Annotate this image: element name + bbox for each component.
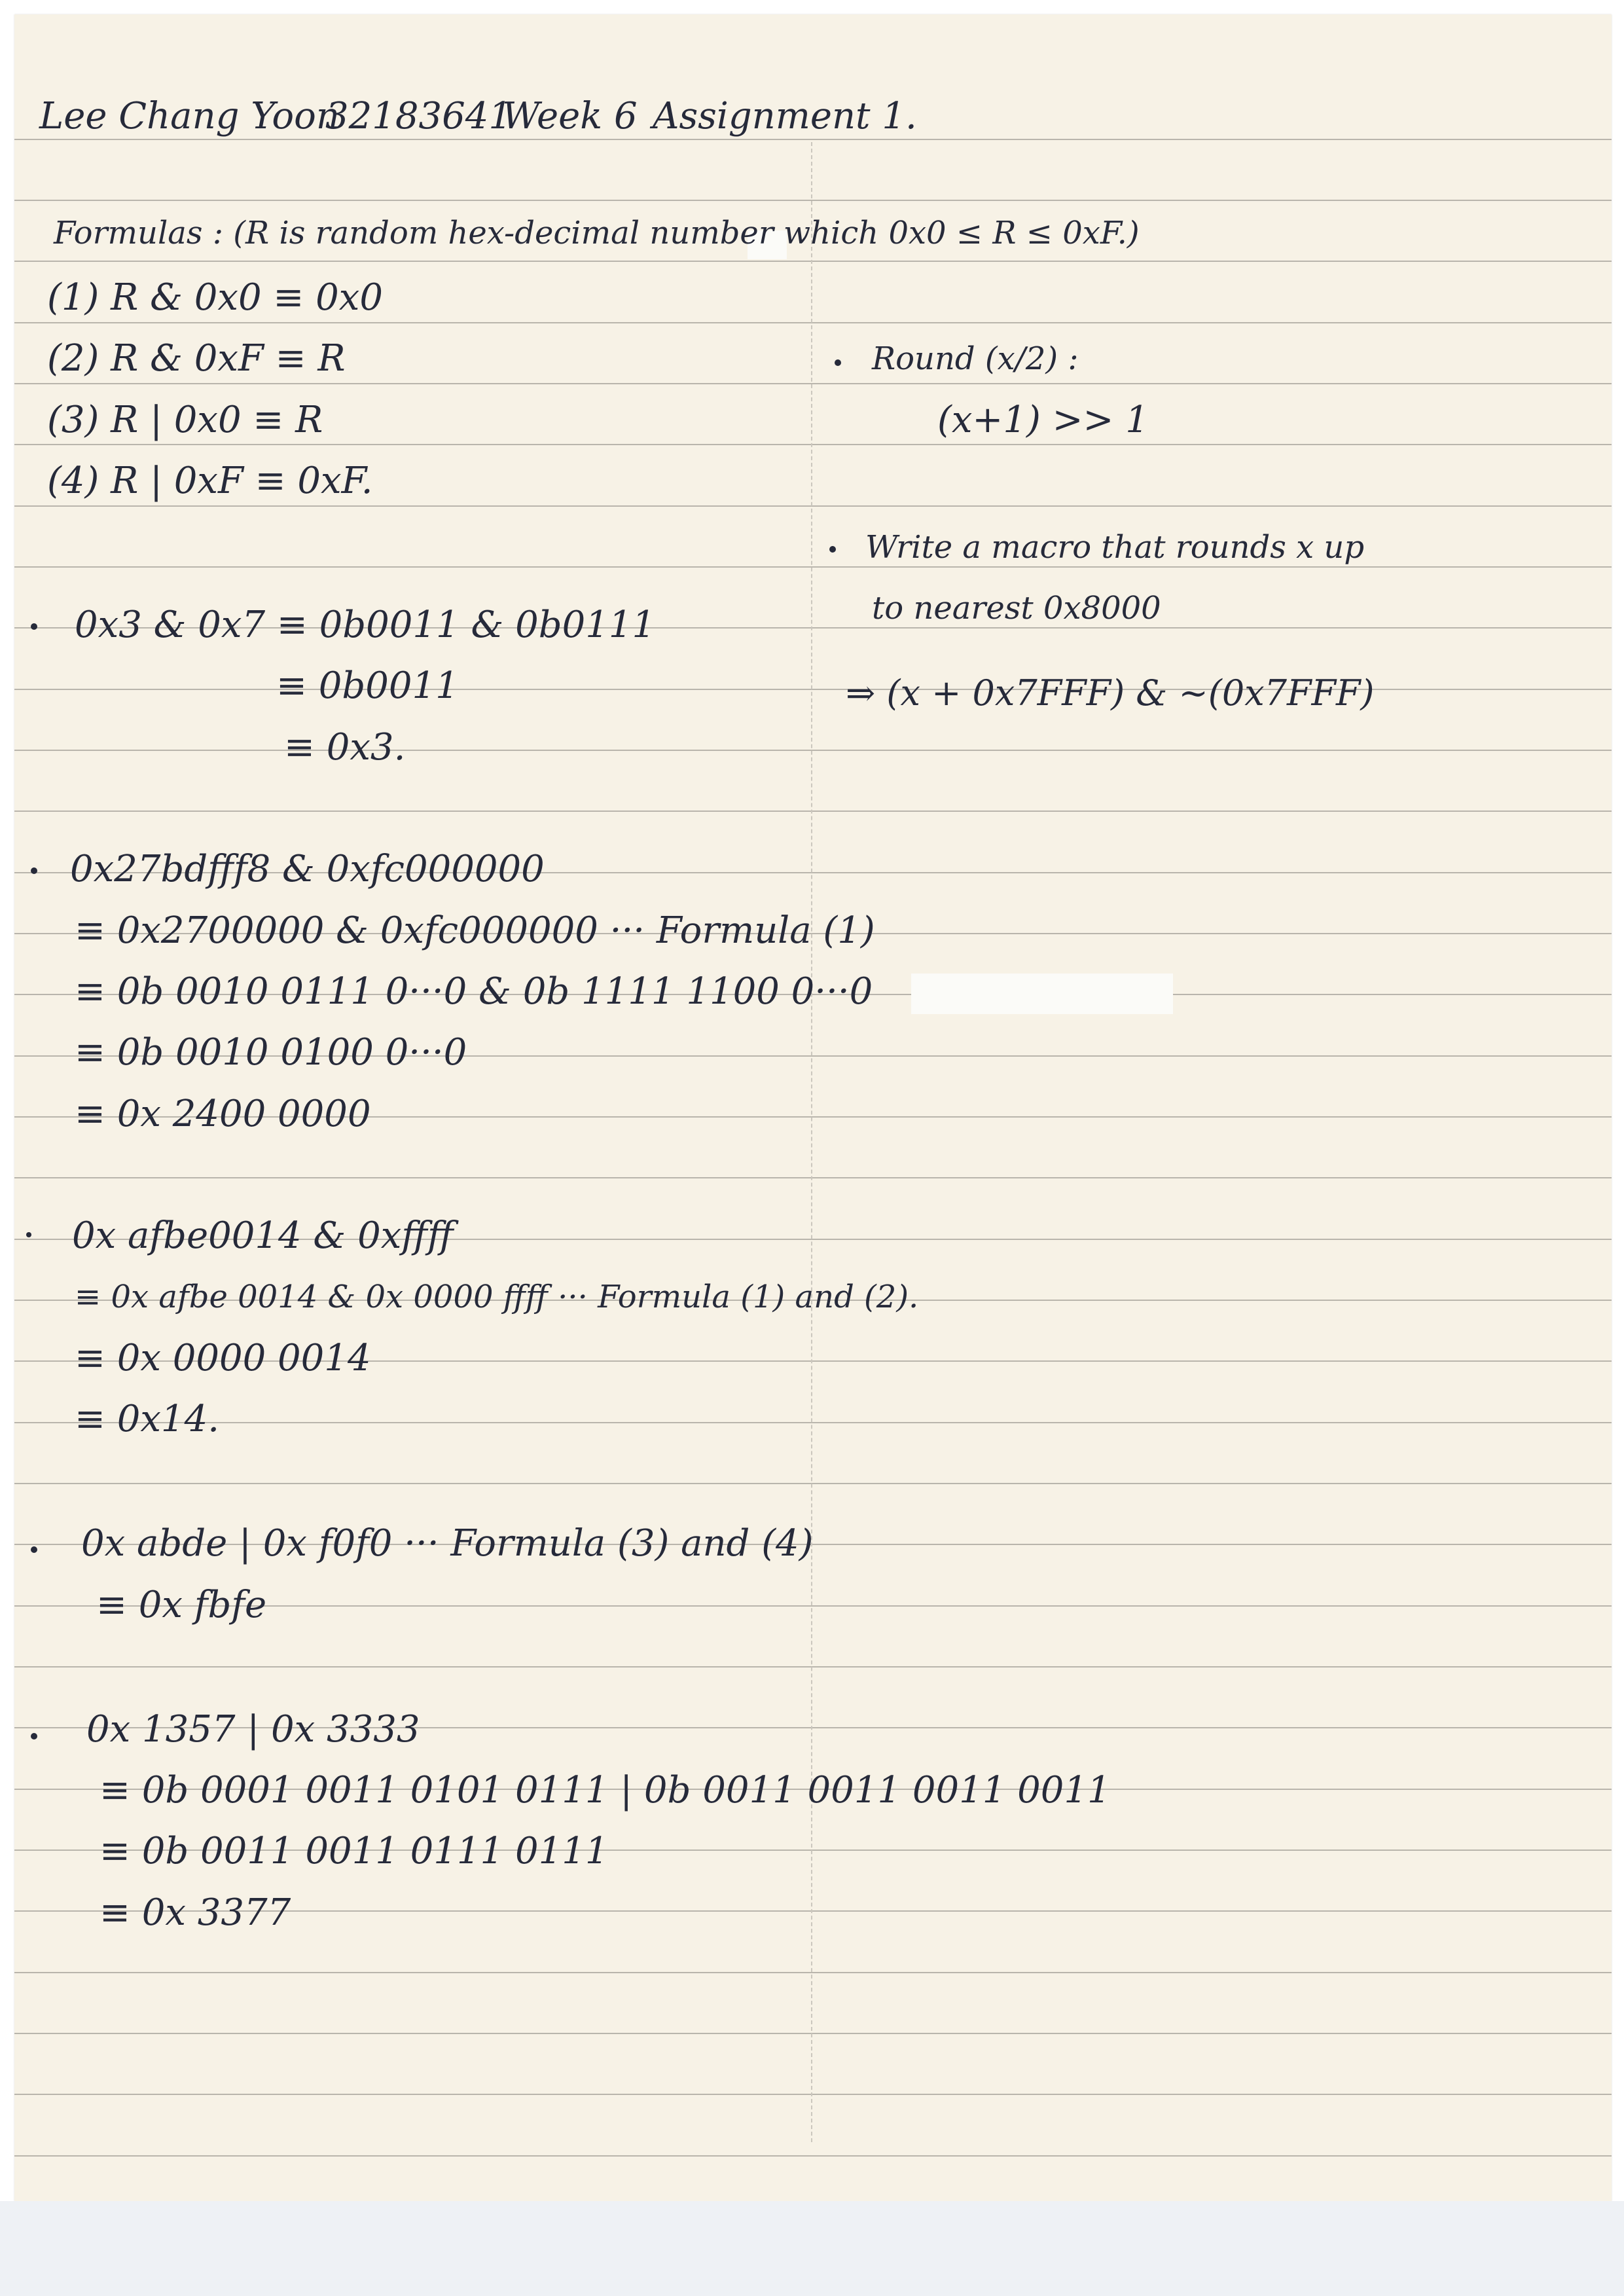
round-title: Round (x/2) : <box>872 340 1079 377</box>
formula-1: (1) R & 0x0 ≡ 0x0 <box>47 276 383 319</box>
ruled-line <box>14 750 1612 751</box>
ruled-line <box>14 811 1612 812</box>
bullet-point <box>31 1733 37 1740</box>
round-expression: (x+1) >> 1 <box>937 399 1149 441</box>
macro-line-2: to nearest 0x8000 <box>872 590 1161 627</box>
problem-3-question: 0x afbe0014 & 0xffff <box>72 1214 454 1257</box>
ruled-line <box>14 2033 1612 2034</box>
problem-1-step: ≡ 0x3. <box>284 726 406 769</box>
student-name: Lee Chang Yoon <box>39 95 340 137</box>
problem-1-question: 0x3 & 0x7 ≡ 0b0011 & 0b0111 <box>75 604 656 646</box>
problem-3-step: ≡ 0x 0000 0014 <box>75 1337 371 1379</box>
macro-answer: ⇒ (x + 0x7FFF) & ~(0x7FFF) <box>846 672 1375 714</box>
ruled-line <box>14 1422 1612 1423</box>
ruled-line <box>14 1666 1612 1667</box>
macro-line-1: Write a macro that rounds x up <box>865 529 1365 566</box>
ruled-line <box>14 2094 1612 2095</box>
ruled-line <box>14 1972 1612 1973</box>
formulas-intro: Formulas : (R is random hex-decimal number which 0x0 ≤ R ≤ 0xF.) <box>54 215 1140 251</box>
problem-5-step: ≡ 0b 0001 0011 0101 0111 | 0b 0011 0011 0011 0011 <box>99 1769 1111 1812</box>
student-id: 32183641 <box>325 95 513 137</box>
notebook-page <box>14 14 1612 2201</box>
ruled-line <box>14 444 1612 445</box>
problem-4-question: 0x abde | 0x f0f0 ··· Formula (3) and (4) <box>81 1522 814 1565</box>
ruled-line <box>14 2155 1612 2157</box>
ruled-line <box>14 322 1612 323</box>
formula-4: (4) R | 0xF ≡ 0xF. <box>47 460 373 502</box>
bullet-point <box>31 623 37 630</box>
ruled-line <box>14 383 1612 384</box>
bullet-point <box>829 546 836 553</box>
problem-5-question: 0x 1357 | 0x 3333 <box>86 1708 420 1751</box>
scan-background <box>0 2201 1624 2296</box>
problem-2-step: ≡ 0b 0010 0100 0···0 <box>75 1031 467 1074</box>
ruled-line <box>14 1483 1612 1484</box>
problem-2-step: ≡ 0x2700000 & 0xfc000000 ··· Formula (1) <box>75 909 875 952</box>
assignment-label: Assignment 1. <box>653 95 917 137</box>
bullet-point <box>26 1232 31 1237</box>
center-divider <box>811 142 812 2142</box>
problem-2-step: ≡ 0x 2400 0000 <box>75 1093 371 1135</box>
problem-3-step: ≡ 0x14. <box>75 1398 219 1440</box>
ruled-line <box>14 139 1612 140</box>
problem-2-question: 0x27bdfff8 & 0xfc000000 <box>70 848 545 890</box>
formula-2: (2) R & 0xF ≡ R <box>47 337 346 380</box>
bullet-point <box>31 1546 37 1553</box>
problem-3-step: ≡ 0x afbe 0014 & 0x 0000 ffff ··· Formula (1) and (2). <box>75 1279 919 1315</box>
problem-5-step: ≡ 0x 3377 <box>99 1891 291 1934</box>
ruled-line <box>14 261 1612 262</box>
problem-2-step: ≡ 0b 0010 0111 0···0 & 0b 1111 1100 0···0 <box>75 970 873 1013</box>
formula-3: (3) R | 0x0 ≡ R <box>47 399 323 441</box>
bullet-point <box>31 867 37 874</box>
correction-tape <box>911 974 1173 1014</box>
week-label: Week 6 <box>502 95 638 137</box>
problem-4-step: ≡ 0x fbfe <box>96 1584 267 1626</box>
problem-1-step: ≡ 0b0011 <box>276 665 459 707</box>
ruled-line <box>14 505 1612 507</box>
problem-5-step: ≡ 0b 0011 0011 0111 0111 <box>99 1830 609 1872</box>
ruled-line <box>14 200 1612 201</box>
ruled-line <box>14 566 1612 568</box>
ruled-line <box>14 1177 1612 1178</box>
bullet-point <box>835 359 841 366</box>
